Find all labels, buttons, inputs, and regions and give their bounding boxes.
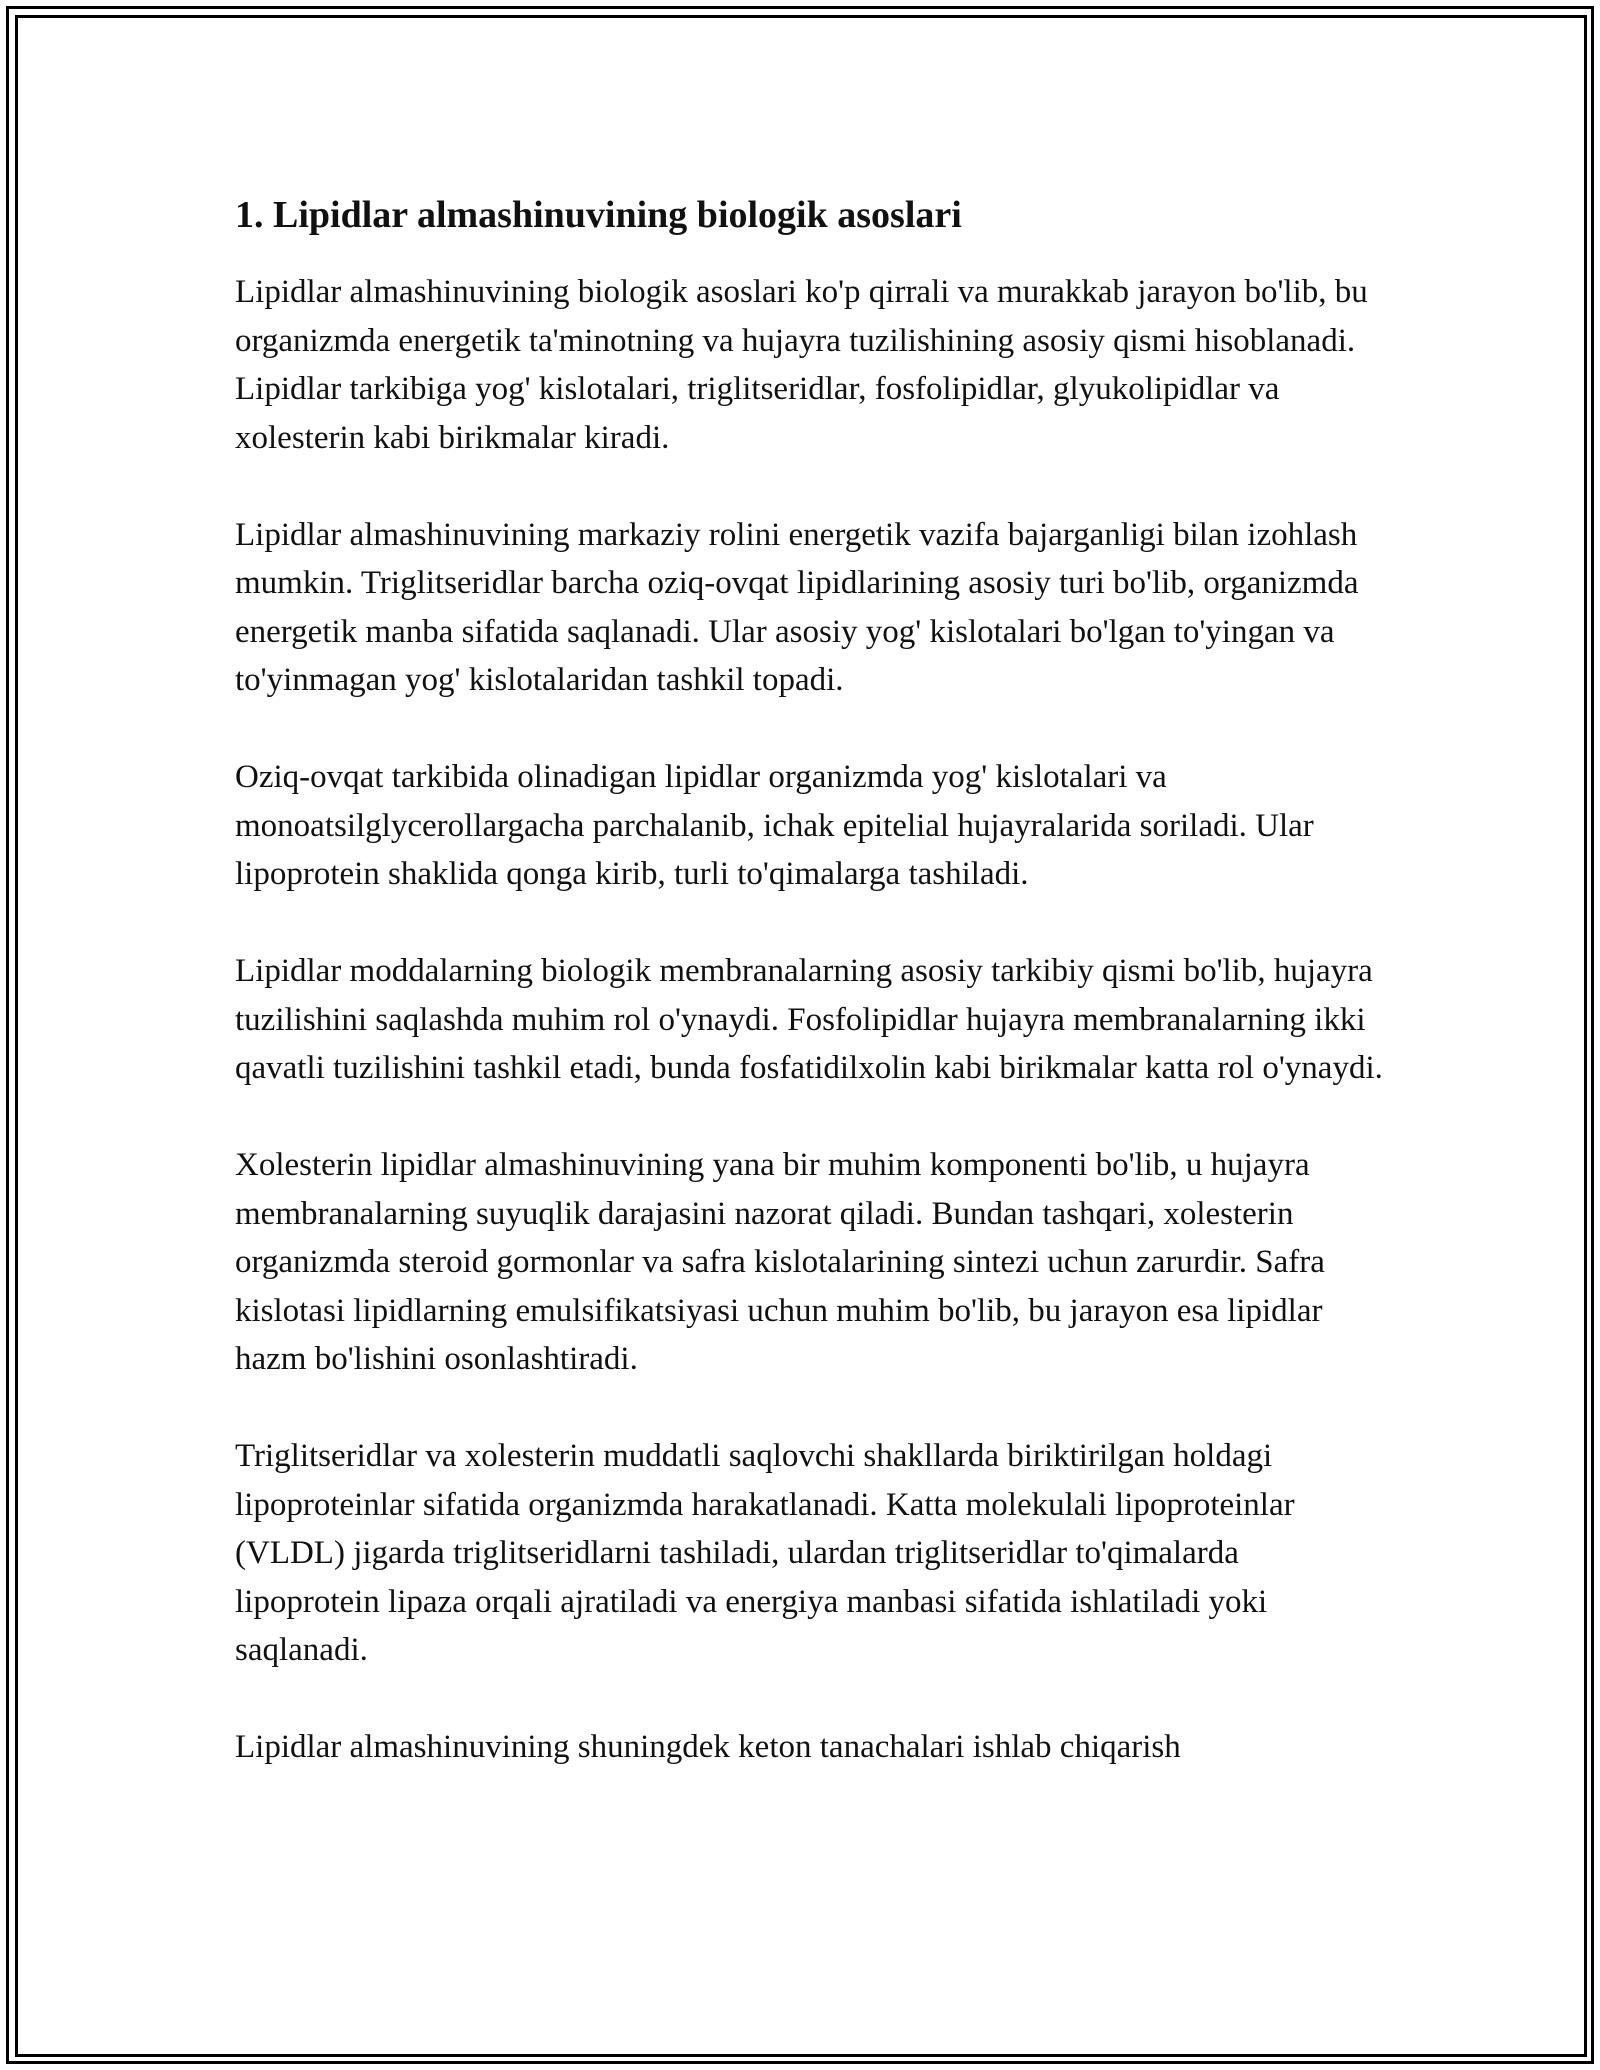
paragraph-2: Lipidlar almashinuvining markaziy rolini energetik vazifa bajarganligi bilan izohlash mumkin. Triglitseridlar barcha oziq-ovqat lipidlarining asosiy turi bo'lib, organizmda energetik manba sifatida saqlanadi. Ular asosiy yog' kislotalari bo'lgan to'yingan va to'yinmagan yog' kislotalaridan tashkil topadi. (235, 516, 1359, 698)
document-body (235, 190, 1385, 1820)
paragraph-6: Triglitseridlar va xolesterin muddatli saqlovchi shakllarda biriktirilgan holdagi lipoproteinlar sifatida organizmda harakatlanadi. Katta molekulali lipoproteinlar (VLDL) jigarda triglitseridlarni tashiladi, ulardan triglitseridlar to'qimalarda lipoprotein lipaza orqali ajratiladi va energiya manbasi sifatida ishlatiladi yoki saqlanadi. (235, 1438, 1295, 1668)
paragraph-3: Oziq-ovqat tarkibida olinadigan lipidlar organizmda yog' kislotalari va monoatsilglycerollargacha parchalanib, ichak epitelial hujayralarida soriladi. Ular lipoprotein shaklida qonga kirib, turli to'qimalarga tashiladi. (235, 759, 1314, 892)
paragraph-5: Xolesterin lipidlar almashinuvining yana bir muhim komponenti bo'lib, u hujayra membranalarning suyuqlik darajasini nazorat qiladi. Bundan tashqari, xolesterin organizmda steroid gormonlar va safra kislotalarining sintezi uchun zarurdir. Safra kislotasi lipidlarning emulsifikatsiyasi uchun muhim bo'lib, bu jarayon esa lipidlar hazm bo'lishini osonlashtiradi. (235, 1147, 1325, 1377)
paragraph-4: Lipidlar moddalarning biologik membranalarning asosiy tarkibiy qismi bo'lib, hujayra tuzilishini saqlashda muhim rol o'ynaydi. Fosfolipidlar hujayra membranalarning ikki qavatli tuzilishini tashkil etadi, bunda fosfatidilxolin kabi birikmalar katta rol o'ynaydi. (235, 953, 1383, 1086)
paragraph-1: Lipidlar almashinuvining biologik asoslari ko'p qirrali va murakkab jarayon bo'lib, bu organizmda energetik ta'minotning va hujayra tuzilishining asosiy qismi hisoblanadi. Lipidlar tarkibiga yog' kislotalari, triglitseridlar, fosfolipidlar, glyukolipidlar va xolesterin kabi birikmalar kiradi. (235, 274, 1368, 456)
paragraph-7: Lipidlar almashinuvining shuningdek keton tanachalari ishlab chiqarish (235, 1729, 1181, 1765)
section-heading: 1. Lipidlar almashinuvining biologik asoslari (235, 194, 962, 236)
